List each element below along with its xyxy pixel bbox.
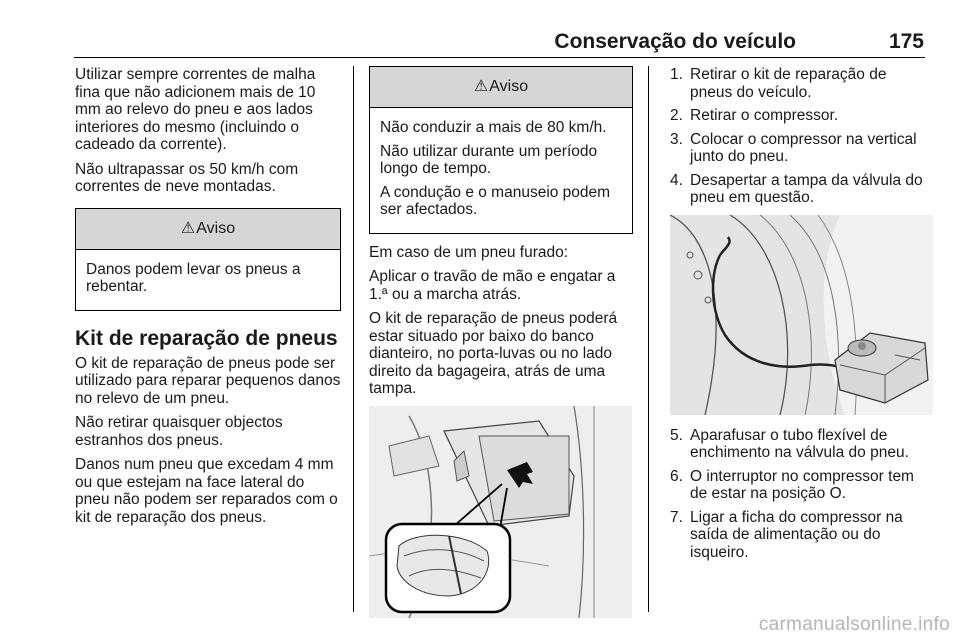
paragraph: Aplicar o travão de mão e engatar a 1.ª ou a marcha atrás. xyxy=(369,268,616,303)
warning-header xyxy=(76,209,340,250)
column-2 xyxy=(369,66,633,630)
paragraph: O kit de reparação de pneus poderá estar situado por baixo do banco dianteiro, no porta-luvas ou no lado direito da bagageira, atrás de uma tampa. xyxy=(369,310,618,397)
column-1 xyxy=(75,66,341,533)
step-text: Colocar o compressor na vertical junto do pneu. xyxy=(690,130,917,165)
list-item xyxy=(670,468,930,503)
steps-list xyxy=(670,66,930,207)
list-item xyxy=(670,131,930,166)
step-number: 6. xyxy=(670,467,683,485)
section-title: Kit de reparação de pneus xyxy=(75,326,338,350)
paragraph: O kit de reparação de pneus pode ser utilizado para reparar pequenos danos no relevo de um pneu. xyxy=(75,354,341,407)
step-number: 2. xyxy=(670,107,683,124)
step-number: 3. xyxy=(670,130,683,148)
warning-text: Não utilizar durante um período longo de tempo. xyxy=(380,142,598,177)
warning-title: Aviso xyxy=(196,219,236,237)
warning-text: Danos podem levar os pneus a rebentar. xyxy=(86,260,301,295)
column-3 xyxy=(670,66,930,567)
column-divider-1 xyxy=(353,66,354,612)
warning-header xyxy=(370,67,632,108)
steps-list xyxy=(670,427,930,562)
column-divider-2 xyxy=(648,66,649,612)
warning-box xyxy=(75,208,341,311)
warning-text: Não conduzir a mais de 80 km/h. xyxy=(380,119,607,136)
header-title: Conservação do veículo xyxy=(554,30,796,53)
paragraph: Utilizar sempre correntes de malha fina que não adicionem mais de 10 mm ao relevo do pneu e aos lados interiores do mesmo (incluindo o cadeado da corrente). xyxy=(75,66,316,153)
step-text: Retirar o compressor. xyxy=(690,107,839,124)
paragraph: Não ultrapassar os 50 km/h com correntes de neve montadas. xyxy=(75,160,299,195)
paragraph: Não retirar quaisquer objectos estranhos dos pneus. xyxy=(75,414,283,449)
warning-box xyxy=(369,66,633,234)
warning-triangle-icon: ⚠ xyxy=(473,78,489,95)
list-item xyxy=(670,66,930,101)
step-number: 4. xyxy=(670,171,683,189)
step-text: Retirar o kit de reparação de pneus do veículo. xyxy=(690,66,887,101)
list-item xyxy=(670,107,930,125)
page-number: 175 xyxy=(888,30,924,53)
warning-triangle-icon: ⚠ xyxy=(180,219,196,237)
warning-body xyxy=(370,108,632,233)
trunk-kit-illustration xyxy=(369,406,632,618)
warning-title: Aviso xyxy=(489,78,529,95)
list-item xyxy=(670,172,930,207)
list-item xyxy=(670,427,930,462)
step-text: O interruptor no compressor tem de estar na posição O. xyxy=(690,467,914,502)
list-item xyxy=(670,509,930,562)
step-text: Aparafusar o tubo flexível de enchimento na válvula do pneu. xyxy=(690,426,909,461)
step-text: Ligar a ficha do compressor na saída de alimentação ou do isqueiro. xyxy=(690,508,903,561)
step-number: 7. xyxy=(670,508,683,526)
step-text: Desapertar a tampa da válvula do pneu em questão. xyxy=(690,171,923,206)
compressor-illustration xyxy=(670,215,933,415)
watermark: carmanualsonline.info xyxy=(758,614,950,635)
paragraph: Danos num pneu que excedam 4 mm ou que estejam na face lateral do pneu não podem ser reparados com o kit de reparação dos pneus. xyxy=(75,456,338,526)
warning-body xyxy=(76,250,340,310)
warning-text: A condução e o manuseio podem ser afectados. xyxy=(380,183,611,218)
paragraph: Em caso de um pneu furado: xyxy=(369,243,569,261)
header-rule xyxy=(74,57,925,58)
step-number: 1. xyxy=(670,66,683,83)
step-number: 5. xyxy=(670,426,683,444)
